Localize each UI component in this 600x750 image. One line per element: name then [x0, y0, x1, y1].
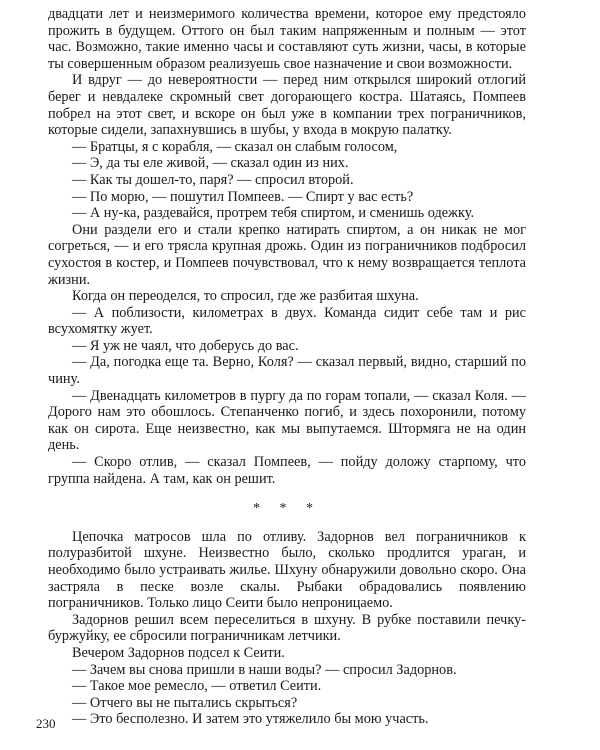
dialogue-line: — Это бесполезно. И затем это утяжелило бы мою участь. — [72, 711, 429, 728]
paragraph: И вдруг — до невероятности — перед ним открылся широкий отлогий берег и невдалеке скромный свет догорающего костра. Шатаясь, Помпеев побрел на этот свет, и вскоре он был уже в компании трех пограничников, которые сидели, запахнувшись в шубы, у входа в мокрую палатку. — [48, 72, 526, 139]
dialogue-line: — А ну-ка, раздевайся, протрем тебя спиртом, и сменишь одежку. — [72, 205, 475, 222]
dialogue-line: — Двенадцать километров в пургу да по горам топали, — сказал Коля. — Дорого нам это обошлось. Степанченко погиб, и здесь похоронили, потому как он сирота. Еще неизвестно, как мы выпутаемся. Штормяга не на один день. — [48, 387, 526, 454]
dialogue-line: — Я уж не чаял, что доберусь до вас. — [72, 337, 299, 354]
paragraph: Они раздели его и стали крепко натирать спиртом, а он никак не мог согреться, — и его трясла крупная дрожь. Один из пограничников подбросил сухостоя в костер, и Помпеев почувствовал, что к нему возвращается теплота жизни. — [48, 221, 526, 288]
paragraph: Когда он переоделся, то спросил, где же разбитая шхуна. — [72, 288, 419, 305]
dialogue-line: — Зачем вы снова пришли в наши воды? — спросил Задорнов. — [72, 661, 457, 678]
dialogue-line: — Отчего вы не пытались скрыться? — [72, 694, 298, 711]
paragraph: Цепочка матросов шла по отливу. Задорнов вел пограничников к полуразбитой шхуне. Неизвестно было, сколько продлится ураган, и необходимо было устраивать жилье. Шхуну обнаружили довольно скоро. Она застряла в песке возле скалы. Рыбаки обрадовались появлению пограничников. Только лицо Сеити было непроницаемо. — [48, 528, 526, 612]
text-body — [48, 6, 526, 728]
dialogue-line: — По морю, — пошутил Помпеев. — Спирт у вас есть? — [72, 188, 414, 205]
paragraph: Вечером Задорнов подсел к Сеити. — [72, 644, 285, 661]
dialogue-line: — Да, погодка еще та. Верно, Коля? — сказал первый, видно, старший по чину. — [48, 354, 526, 388]
dialogue-line: — Как ты дошел-то, паря? — спросил второй. — [72, 171, 354, 188]
paragraph: Задорнов решил всем переселиться в шхуну. В рубке поставили печку-буржуйку, ее сбросили пограничникам летчики. — [48, 611, 526, 645]
dialogue-line: — Братцы, я с корабля, — сказал он слабым голосом, — [72, 138, 398, 155]
dialogue-line: — Такое мое ремесло, — ответил Сеити. — [72, 678, 322, 695]
dialogue-line: — Э, да ты еле живой, — сказал один из них. — [72, 155, 349, 172]
page-number: 230 — [36, 716, 56, 731]
dialogue-line: — А поблизости, километрах в двух. Команда сидит себе там и рис всухомятку жует. — [48, 304, 526, 338]
dialogue-line: — Скоро отлив, — сказал Помпеев, — пойду доложу старпому, что группа найдена. А там, как он решит. — [48, 454, 526, 487]
paragraph: двадцати лет и неизмеримого количества времени, которое ему предстояло прожить в будущем. Оттого он был таким напряженным и полным — этот час. Возможно, такие именно часы и составляют суть жизни, часы, в которые ты совершенным образом реализуешь свое назначение и свои возможности. — [48, 6, 526, 72]
section-divider: * * * — [253, 501, 321, 517]
